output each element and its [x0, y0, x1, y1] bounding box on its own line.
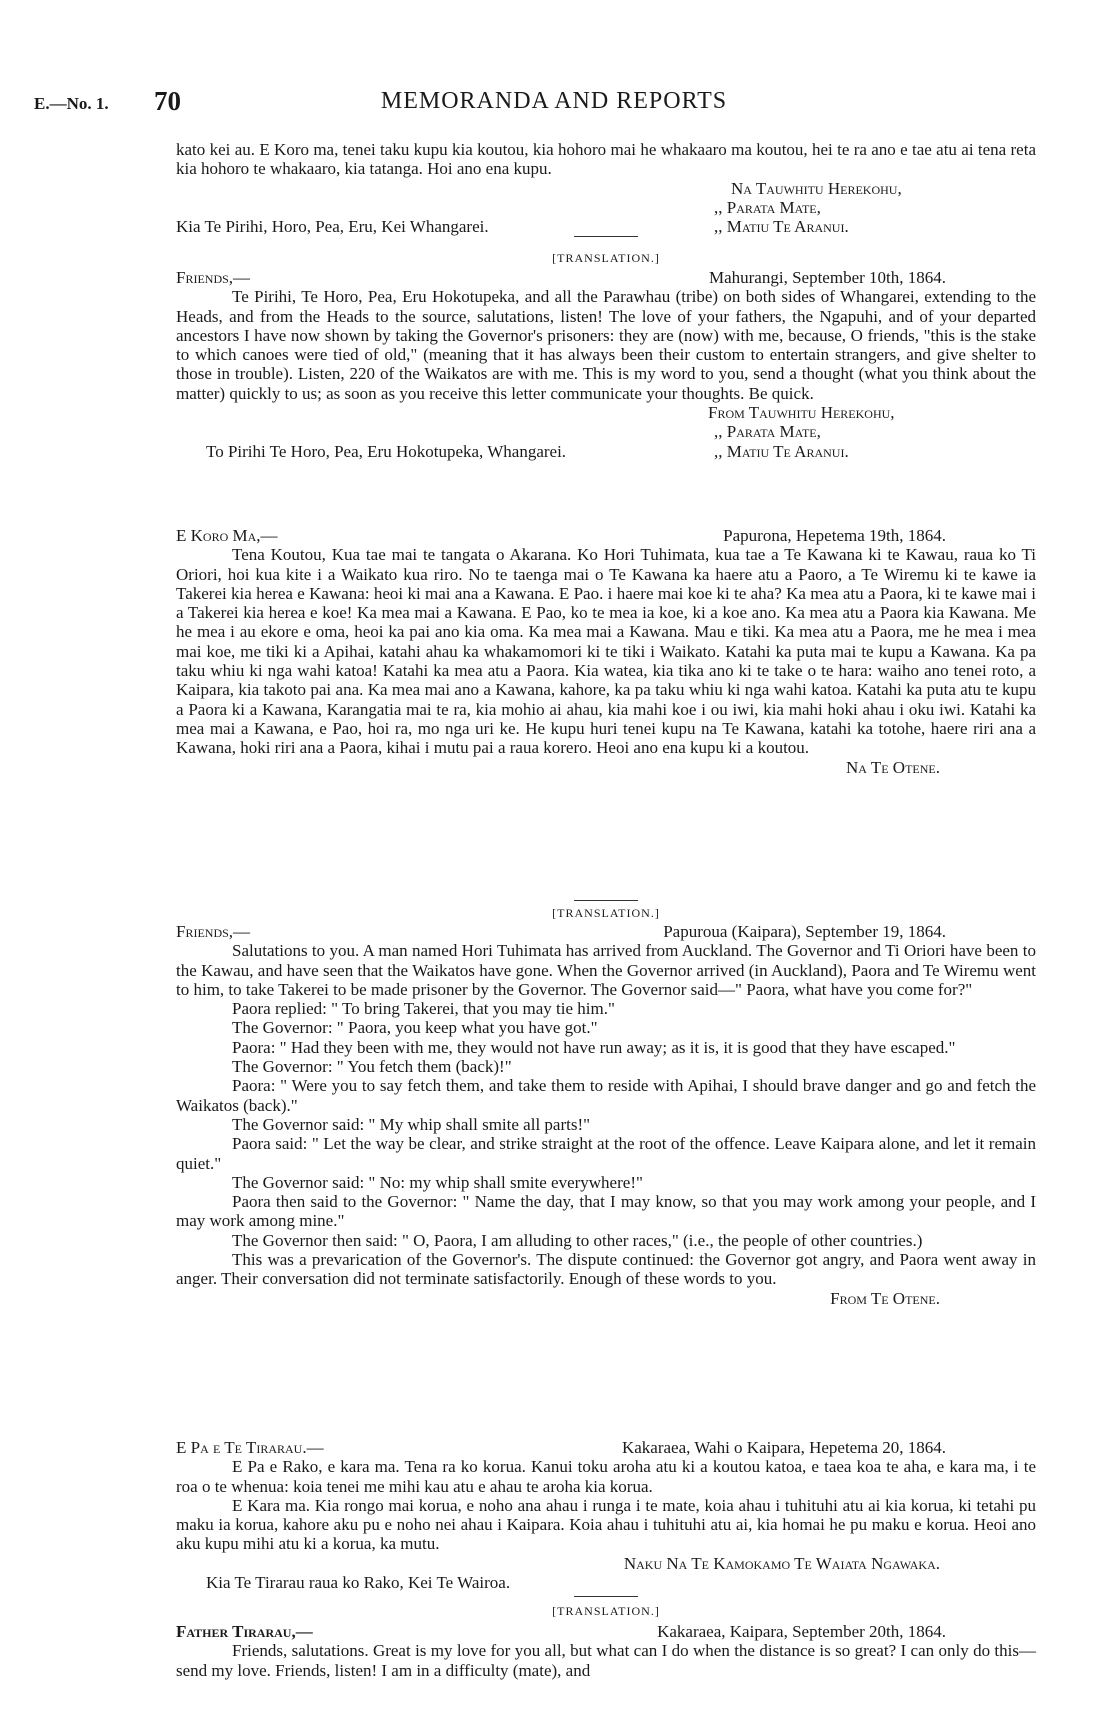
signature-line: Na Tauwhitu Herekohu, [731, 178, 902, 198]
letter-salutation: E Koro Ma,— [176, 526, 278, 545]
letter-salutation: Friends,— [176, 922, 251, 941]
paragraph: Salutations to you. A man named Hori Tuhimata has arrived from Auckland. The Governor and Ti Oriori have been to the Kawau, and have seen that the Waikatos have gone. When the Governor arrived (in Auckland), Paora and Te Wiremu went to him, to take Takerei to be made prisoner by the Governor. The Governor said—" Paora, what have you come for?" [176, 941, 1036, 999]
page-title: MEMORANDA AND REPORTS [380, 88, 728, 114]
place-date: Papuroua (Kaipara), September 19, 1864. [663, 922, 946, 941]
letter-salutation: Friends,— [176, 268, 251, 287]
divider [574, 236, 638, 237]
letter-body: kato kei au. E Koro ma, tenei taku kupu kia koutou, kia hohoro mai he whakaaro ma koutou, hei te ra ano e tae atu ai tena reta kia hohoro te whakaaro, kia tatanga. Hoi ano ena kupu. [176, 140, 1036, 179]
paragraph: Paora: " Were you to say fetch them, and take them to reside with Apihai, I should brave danger and go and fetch the Waikatos (back)." [176, 1076, 1036, 1115]
document-code: E.—No. 1. [34, 94, 109, 113]
page-number: 70 [154, 86, 181, 116]
paragraph: Paora: " Had they been with me, they would not have run away; as it is, it is good that they have escaped." [232, 1037, 956, 1057]
letter-salutation: Father Tirarau,— [176, 1622, 313, 1641]
paragraph: Paora replied: " To bring Takerei, that you may tie him." [232, 999, 615, 1019]
signature-line: ,, Matiu Te Aranui. [714, 217, 849, 237]
translation-label: [TRANSLATION.] [552, 1604, 660, 1618]
letter-salutation: E Pa e Te Tirarau.— [176, 1438, 324, 1457]
letter-body: Friends, salutations. Great is my love for you all, but what can I do when the distance is so great? I can only do this—send my love. Friends, listen! I am in a difficulty (mate), and [176, 1641, 1036, 1680]
letter-body: Tena Koutou, Kua tae mai te tangata o Akarana. Ko Hori Tuhimata, kua tae a Te Kawana ki te Kawau, raua ko Ti Oriori, hoi kua kite i a Waikato kua riro. No te taenga mai o Te Kawana ka haere atu a Paoro, a Te Wiremu ki te kawe ia Takerei kia herea e Kawana: heoi ki mai ana a Kawana. E Pao. i haere mai koe ki te aha? Ka mea atu a Paora, ki te kawe mai i a Takerei kia herea e koe! Ka mea mai a Kawana. E Pao, ko te mea ia koe, ki a koe ano. Ka mea atu a Paora kia Kawana. Me he mea i au ekore e oma, heoi ka pai ano kia oma. Ka mea mai a Kawana. Mau e tiki. Ka mea atu a Paora, me he mea i mea mai koe, me tiki ki a Apihai, katahi ahau ka whakamomori ki te tiki i Waikato. Katahi ka puta mai te kupu a Kawana. Ka pa taku whiu ki nga wahi katoa! Katahi ka mea atu a Paora. Kia watea, kia tika ano ki te take o te hara: waiho ano tenei roto, a Kaipara, kia takoto pai ana. Ka mea mai ano a Kawana, kahore, ka pa taku whiu ki nga wahi katoa. Katahi ka puta atu te kupu a Paora ki a Kawana, Karangatia mai te ra, kia mohio ai ahau, kia mahi koe i ou iwi, kia mahi hoki ahau i oku iwi. Katahi ka mea mai a Kawana, e Pao, hoi ra, mo nga uri ke. He kupu huri tenei kupu na Te Kawana, katahi ka totohe, haere riri ana a Kawana, hoki riri ana a Paora, kihai i mutu pai a raua korero. Heoi ano ena kupu ki a koutou. [176, 545, 1036, 758]
translation-label: [TRANSLATION.] [552, 906, 660, 920]
page-header [34, 86, 1074, 126]
letter-maori-2 [176, 526, 1036, 777]
place-date: Kakaraea, Kaipara, September 20th, 1864. [657, 1622, 946, 1641]
paragraph: Paora then said to the Governor: " Name the day, that I may know, so that you may work among your people, and I may work among mine." [176, 1192, 1036, 1231]
signature-line: Naku Na Te Kamokamo Te Waiata Ngawaka. [623, 1553, 940, 1573]
letter-maori-1 [176, 140, 1036, 236]
paragraph: This was a prevarication of the Governor's. The dispute continued: the Governor got angry, and Paora went away in anger. Their conversation did not terminate satisfactorily. Enough of these words to you. [176, 1250, 1036, 1289]
signature-line: From Tauwhitu Herekohu, [708, 403, 895, 423]
signature-line: Na Te Otene. [845, 757, 940, 777]
letter-addressee: Kia Te Pirihi, Horo, Pea, Eru, Kei Whangarei. [176, 217, 489, 237]
divider [574, 1596, 638, 1597]
letter-addressee: Kia Te Tirarau raua ko Rako, Kei Te Wairoa. [206, 1573, 511, 1593]
signature-line: ,, Matiu Te Aranui. [714, 441, 849, 461]
place-date: Papurona, Hepetema 19th, 1864. [723, 526, 946, 545]
place-date: Mahurangi, September 10th, 1864. [708, 268, 946, 287]
letter-addressee: To Pirihi Te Horo, Pea, Eru Hokotupeka, Whangarei. [206, 441, 567, 461]
translation-label: [TRANSLATION.] [552, 251, 660, 265]
place-date: Kakaraea, Wahi o Kaipara, Hepetema 20, 1864. [621, 1438, 946, 1457]
letter-maori-3 [176, 1438, 1036, 1592]
signature-line: ,, Parata Mate, [714, 422, 821, 442]
paragraph: The Governor: " You fetch them (back)!" [232, 1057, 512, 1077]
letter-body: Te Pirihi, Te Horo, Pea, Eru Hokotupeka, and all the Parawhau (tribe) on both sides of Whangarei, extending to the Heads, and from the Heads to the source, salutations, listen! The love of your fathers, the Ngapuhi, and of your departed ancestors I have now shown by taking the Governor's prisoners: they are (now) with me, because, O friends, "this is the stake to which canoes were tied of old," (meaning that it has always been their custom to entertain strangers, and give shelter to those in trouble). Listen, 220 of the Waikatos are with me. This is my word to you, send a thought (what you think about the matter) quickly to us; as soon as you receive this letter communicate your thoughts. Be quick. [176, 287, 1036, 403]
paragraph: The Governor: " Paora, you keep what you have got." [232, 1018, 598, 1038]
signature-line: From Te Otene. [830, 1288, 940, 1308]
letter-translation-3 [176, 1622, 1036, 1680]
letter-translation-1 [176, 268, 1036, 461]
paragraph: E Pa e Rako, e kara ma. Tena ra ko korua. Kanui toku aroha atu ki a koutou katoa, e taea koa te aha, e kara ma, i te roa o te whenua: koia tenei me mihi kau atu e ahau te aroha kia korua. [176, 1457, 1036, 1496]
paragraph: Paora said: " Let the way be clear, and strike straight at the root of the offence. Leave Kaipara alone, and let it remain quiet." [176, 1134, 1036, 1173]
paragraph: The Governor said: " No: my whip shall smite everywhere!" [232, 1172, 643, 1192]
letter-translation-2 [176, 922, 1036, 1308]
paragraph: The Governor said: " My whip shall smite all parts!" [232, 1114, 591, 1134]
paragraph: The Governor then said: " O, Paora, I am alluding to other races," (i.e., the people of other countries.) [232, 1230, 923, 1250]
divider [574, 900, 638, 901]
signature-line: ,, Parata Mate, [714, 197, 821, 217]
paragraph: E Kara ma. Kia rongo mai korua, e noho ana ahau i runga i te mate, koia ahau i tuhituhi atu ai kia korua, ki tetahi pu maku ia korua, kahore aku pu e noho nei ahau i Kaipara. Koia ahau i tuhituhi atu ai, kia homai he pu maku e korua. Heoi ano aku kupu mihi atu ki a korua, ka mutu. [176, 1495, 1036, 1554]
